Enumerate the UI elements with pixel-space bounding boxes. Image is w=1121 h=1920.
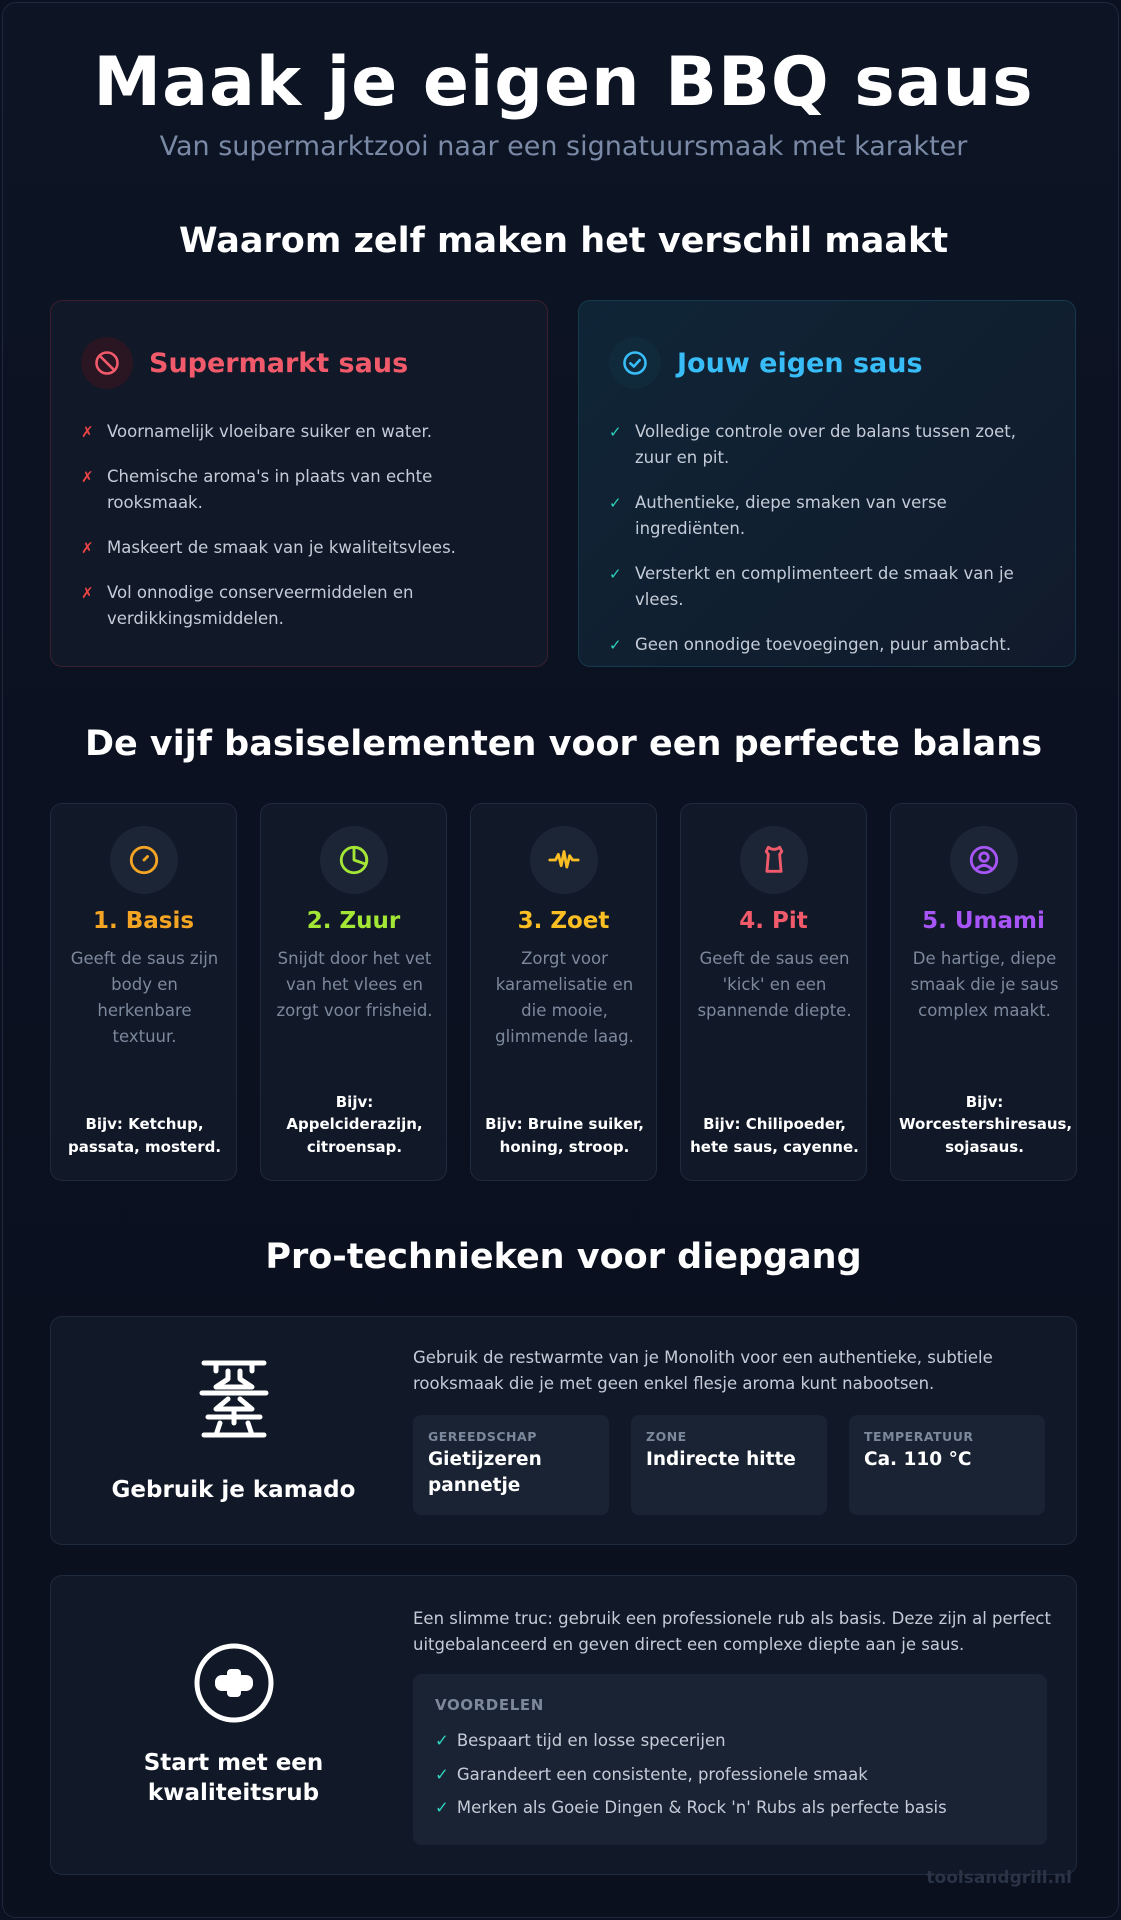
spec-zone: ZONE Indirecte hitte — [631, 1415, 827, 1515]
page-title: Maak je eigen BBQ saus — [93, 43, 1034, 122]
check-icon: ✓ — [435, 1731, 449, 1750]
element-title: 4. Pit — [739, 908, 808, 934]
list-item: ✗ Chemische aroma's in plaats van echte rooksmaak. — [81, 464, 519, 516]
cross-icon: ✗ — [81, 584, 94, 602]
rub-title: Start met een kwaliteitsrub — [143, 1750, 324, 1806]
list-item: ✓ Garandeert een consistente, professionele smaak — [435, 1764, 868, 1784]
element-card-zuur — [260, 803, 447, 1181]
element-description: Zorgt voor karamelisatie en die mooie, glimmende laag. — [495, 949, 634, 1046]
element-title: 3. Zoet — [517, 908, 610, 934]
ban-icon — [81, 337, 133, 389]
homemade-sauce-card — [578, 300, 1076, 667]
check-icon: ✓ — [609, 423, 622, 441]
benefits-box — [413, 1674, 1047, 1845]
elements-section-title: De vijf basiselementen voor een perfecte balans — [84, 724, 1043, 764]
supermarket-sauce-card — [50, 300, 548, 667]
user-circle-icon — [950, 826, 1018, 894]
element-example: Bijv: Bruine suiker, honing, stroop. — [485, 1115, 644, 1156]
list-item: ✗ Maskeert de smaak van je kwaliteitsvlees. — [81, 535, 519, 561]
comparison-section-title: Waarom zelf maken het verschil maakt — [178, 221, 949, 261]
shaker-circle-icon — [193, 1642, 275, 1728]
element-description: Geeft de saus een 'kick' en een spannende diepte. — [697, 949, 852, 1020]
element-description: Geeft de saus zijn body en herkenbare textuur. — [70, 949, 219, 1046]
element-example: Bijv: Ketchup, passata, mosterd. — [67, 1115, 222, 1156]
list-item: ✓ Versterkt en complimenteert de smaak van je vlees. — [609, 561, 1047, 613]
element-card-pit — [680, 803, 867, 1181]
element-card-umami — [890, 803, 1077, 1181]
kamado-grill-icon — [198, 1357, 270, 1445]
element-title: 2. Zuur — [306, 908, 401, 934]
benefits-label: VOORDELEN — [435, 1696, 544, 1714]
list-item: ✓ Geen onnodige toevoegingen, puur ambacht. — [609, 632, 1047, 658]
homemade-sauce-title: Jouw eigen saus — [677, 347, 923, 379]
list-item: ✓ Bespaart tijd en losse specerijen — [435, 1731, 726, 1750]
element-title: 1. Basis — [92, 908, 195, 934]
shirt-icon — [740, 826, 808, 894]
check-icon: ✓ — [435, 1764, 449, 1784]
kamado-title: Gebruik je kamado — [111, 1476, 356, 1503]
spec-tool: GEREEDSCHAP Gietijzeren pannetje — [413, 1415, 609, 1515]
target-circle-icon — [110, 826, 178, 894]
element-card-basis — [50, 803, 237, 1181]
list-item: ✓ Authentieke, diepe smaken van verse ingrediënten. — [609, 490, 1047, 542]
waveform-icon — [530, 826, 598, 894]
rub-description: Een slimme truc: gebruik een professionele rub als basis. Deze zijn al perfect uitgebalanceerd en geven direct een complexe diepte aan je saus. — [413, 1609, 1051, 1654]
page-subtitle: Van supermarktzooi naar een signatuursmaak met karakter — [159, 131, 968, 162]
check-icon: ✓ — [609, 636, 622, 654]
list-item: ✗ Voornamelijk vloeibare suiker en water. — [81, 419, 519, 445]
spec-temperature: TEMPERATUUR Ca. 110 °C — [849, 1415, 1045, 1515]
pie-chart-icon — [320, 826, 388, 894]
check-icon: ✓ — [435, 1798, 449, 1817]
infographic-frame — [2, 2, 1119, 1918]
supermarket-sauce-title: Supermarkt saus — [149, 347, 409, 379]
cross-icon: ✗ — [81, 423, 94, 441]
list-item: ✗ Vol onnodige conserveermiddelen en verdikkingsmiddelen. — [81, 580, 519, 632]
list-item: ✓ Merken als Goeie Dingen & Rock 'n' Rubs als perfecte basis — [435, 1798, 947, 1817]
element-example: Bijv: Chilipoeder, hete saus, cayenne. — [690, 1115, 859, 1156]
element-example: Bijv: Worcestershiresaus, sojasaus. — [899, 1092, 1073, 1156]
check-circle-icon — [609, 337, 661, 389]
element-description: De hartige, diepe smaak die je saus complex maakt. — [910, 949, 1059, 1020]
check-icon: ✓ — [609, 565, 622, 583]
site-watermark: toolsandgrill.nl — [926, 1868, 1072, 1888]
element-description: Snijdt door het vet van het vlees en zorgt voor frisheid. — [276, 949, 433, 1020]
element-title: 5. Umami — [922, 908, 1045, 934]
list-item: ✓ Volledige controle over de balans tussen zoet, zuur en pit. — [609, 419, 1047, 471]
cross-icon: ✗ — [81, 468, 94, 486]
techniques-section-title: Pro-technieken voor diepgang — [265, 1237, 862, 1277]
element-example: Bijv: Appelciderazijn, citroensap. — [286, 1092, 423, 1156]
kamado-description: Gebruik de restwarmte van je Monolith voor een authentieke, subtiele rooksmaak die je met geen enkel flesje aroma kunt nabootsen. — [413, 1348, 993, 1393]
check-icon: ✓ — [609, 494, 622, 512]
rub-technique-card — [50, 1575, 1077, 1875]
cross-icon: ✗ — [81, 539, 94, 557]
element-card-zoet — [470, 803, 657, 1181]
kamado-technique-card — [50, 1316, 1077, 1545]
